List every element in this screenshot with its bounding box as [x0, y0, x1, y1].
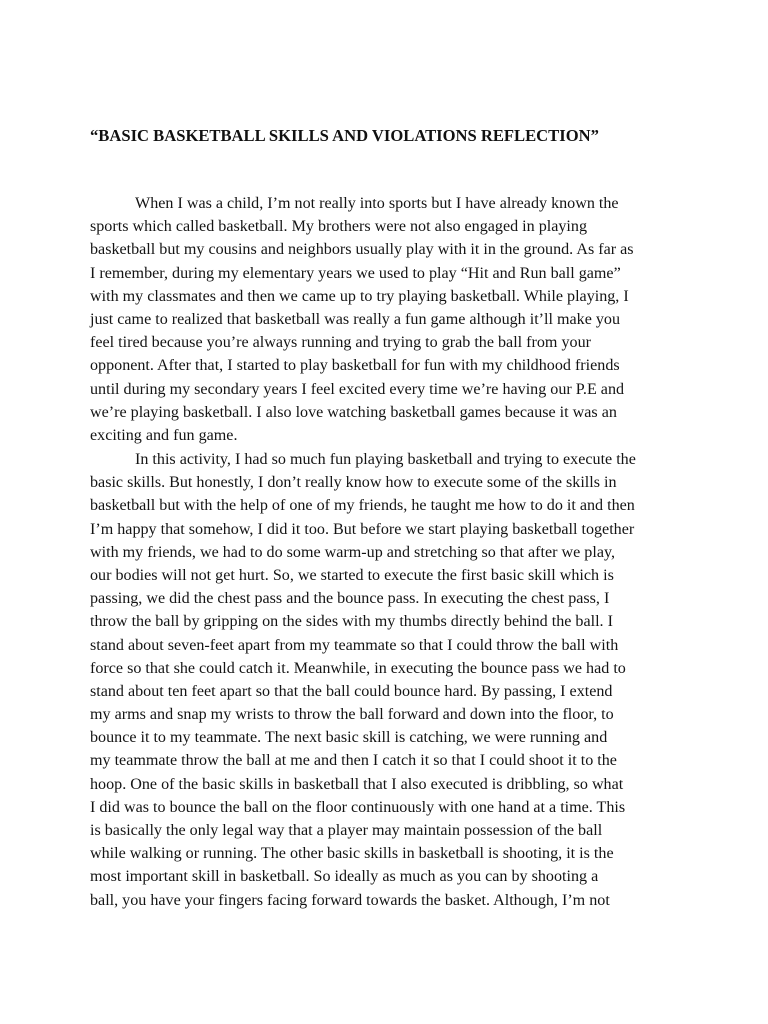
text-line: bounce it to my teammate. The next basic skill is catching, we were running and — [90, 729, 608, 747]
text-line: is basically the only legal way that a player may maintain possession of the ball — [90, 822, 603, 839]
text-line: stand about ten feet apart so that the ball could bounce hard. By passing, I extend — [90, 682, 613, 700]
text-line: my arms and snap my wrists to throw the ball forward and down into the floor, to — [90, 706, 614, 724]
text-line: with my classmates and then we came up to try playing basketball. While playing, I — [90, 287, 629, 305]
paragraph-childhood — [90, 192, 698, 447]
text-line: ball, you have your fingers facing forward towards the basket. Although, I’m not — [90, 891, 610, 909]
text-line: I’m happy that somehow, I did it too. But before we start playing basketball together — [90, 520, 635, 538]
text-line: opponent. After that, I started to play basketball for fun with my childhood friends — [90, 357, 620, 375]
text-line: basic skills. But honestly, I don’t really know how to execute some of the skills in — [90, 474, 617, 492]
text-line: while walking or running. The other basic skills in basketball is shooting, it is the — [90, 845, 614, 863]
text-line: until during my secondary years I feel excited every time we’re having our P.E and — [90, 380, 625, 398]
text-line: exciting and fun game. — [90, 426, 238, 444]
text-line: In this activity, I had so much fun playing basketball and trying to execute the — [135, 451, 636, 468]
text-line: throw the ball by gripping on the sides with my thumbs directly behind the ball. I — [90, 613, 613, 631]
text-line: our bodies will not get hurt. So, we started to execute the first basic skill which is — [90, 566, 614, 584]
text-line: my teammate throw the ball at me and then I catch it so that I could shoot it to the — [90, 752, 617, 770]
text-line: hoop. One of the basic skills in basketball that I also executed is dribbling, so what — [90, 775, 624, 793]
text-line: I remember, during my elementary years we used to play “Hit and Run ball game” — [90, 264, 621, 282]
text-line: passing, we did the chest pass and the bounce pass. In executing the chest pass, I — [90, 590, 610, 608]
document-title: “BASIC BASKETBALL SKILLS AND VIOLATIONS REFLECTION” — [90, 126, 599, 145]
text-line: force so that she could catch it. Meanwhile, in executing the bounce pass we had to — [90, 659, 626, 677]
text-line: just came to realized that basketball was really a fun game although it’ll make you — [90, 310, 621, 328]
text-line: basketball but my cousins and neighbors usually play with it in the ground. As far as — [90, 241, 634, 259]
text-line: basketball but with the help of one of my friends, he taught me how to do it and then — [90, 497, 635, 515]
text-line: When I was a child, I’m not really into sports but I have already known the — [135, 195, 619, 212]
text-line: we’re playing basketball. I also love watching basketball games because it was an — [90, 403, 617, 421]
paragraph-activity — [90, 448, 698, 912]
text-line: stand about seven-feet apart from my teammate so that I could throw the ball with — [90, 636, 619, 654]
text-line: with my friends, we had to do some warm-up and stretching so that after we play, — [90, 543, 615, 561]
text-line: most important skill in basketball. So ideally as much as you can by shooting a — [90, 868, 599, 886]
text-line: I did was to bounce the ball on the floor continuously with one hand at a time. This — [90, 798, 626, 816]
text-line: sports which called basketball. My brothers were not also engaged in playing — [90, 218, 587, 236]
text-line: feel tired because you’re always running and trying to grab the ball from your — [90, 334, 591, 352]
